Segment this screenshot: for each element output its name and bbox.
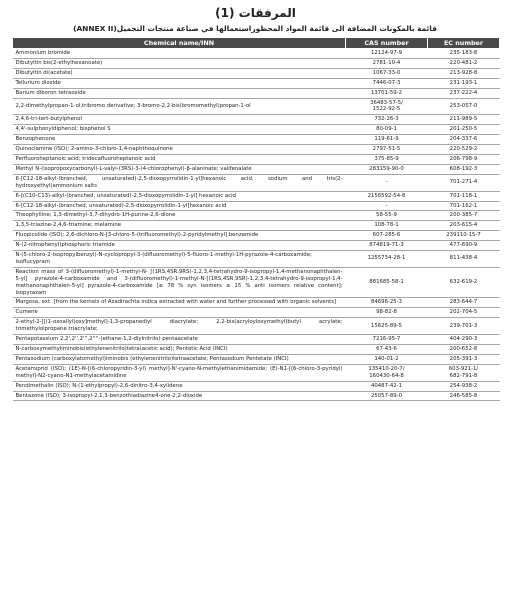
subtitle-arabic: قائمة بالمكونات المضافة الى قائمة المواد المحظوراستعمالها في صناعة منتجات التجميل xyxy=(116,24,437,33)
table-row xyxy=(13,98,500,115)
cas-number-cell: 881685-58-1 xyxy=(346,267,428,298)
table-row xyxy=(13,241,500,251)
cas-number-cell: 12124-97-9 xyxy=(346,49,428,59)
chemical-name-cell: Cumene xyxy=(13,308,346,318)
chemical-name-cell: Fluopicolide (ISO); 2,6-dichloro-N-[3-chloro-5-(trifluoromethyl)-2-pyridylmethyl] benzamide xyxy=(13,231,346,241)
chemical-name-cell: Ammonium bromide xyxy=(13,49,346,59)
ec-number-cell: 220-481-2 xyxy=(428,58,500,68)
chemical-name-cell: 2,4,6-tri-tert-butylphenol xyxy=(13,115,346,125)
ec-number-cell: 235-183-8 xyxy=(428,49,500,59)
cas-number-cell: 119-61-9 xyxy=(346,135,428,145)
table-row xyxy=(13,49,500,59)
subtitle-annex: (ANNEX II) xyxy=(73,24,117,33)
table-row xyxy=(13,164,500,174)
cas-number-cell: 1067-33-0 xyxy=(346,68,428,78)
cas-number-cell: 2781-10-4 xyxy=(346,58,428,68)
cas-number-cell: - xyxy=(346,201,428,211)
cas-number-cell: 80-09-1 xyxy=(346,125,428,135)
cas-number-cell: 58-55-9 xyxy=(346,211,428,221)
cas-number-cell: 140-01-2 xyxy=(346,354,428,364)
ec-number-cell: 603-921-1/ 682-791-8 xyxy=(428,364,500,381)
cas-number-cell: 7446-07-3 xyxy=(346,78,428,88)
chemical-name-cell: N-carboxymethyliminobis(ethylenenitrilo)tetra(acetic acid); Pentetic Acid (INCI) xyxy=(13,345,346,355)
table-row xyxy=(13,267,500,298)
table-row xyxy=(13,145,500,155)
ec-number-cell: 205-391-3 xyxy=(428,354,500,364)
ec-number-cell: 811-438-4 xyxy=(428,251,500,268)
table-row xyxy=(13,68,500,78)
chemical-name-cell: Dibutyltin di(acetate) xyxy=(13,68,346,78)
chemical-name-cell: Barium diboron tetraoxide xyxy=(13,88,346,98)
table-row xyxy=(13,354,500,364)
chemical-name-cell: Pendimethalin (ISO); N-(1-ethylpropyl)-2,6-dinitro-3,4-xylidene xyxy=(13,381,346,391)
chemical-name-cell: Pentapotassium 2,2',2'',2''',2''''-(ethane-1,2-diylnitrilo) pentaacetate xyxy=(13,335,346,345)
cas-number-cell: 2156592-54-8 xyxy=(346,191,428,201)
ec-number-cell: 246-585-8 xyxy=(428,391,500,401)
ec-number-cell: 213-928-8 xyxy=(428,68,500,78)
chemical-name-cell: 6-[(C10-C13)-alkyl-(branched, unsaturated)-2,5-dioxopyrrolidin-1-yl] hexanoic acid xyxy=(13,191,346,201)
table-row xyxy=(13,364,500,381)
ec-number-cell: 632-619-2 xyxy=(428,267,500,298)
header-ec-number: EC number xyxy=(428,38,500,49)
chemical-name-cell: Benzophenone xyxy=(13,135,346,145)
chemical-name-cell: Bentazone (ISO); 3-isopropyl-2,1,3-benzothiadiazine4-one-2,2-dioxide xyxy=(13,391,346,401)
cas-number-cell: 607-285-6 xyxy=(346,231,428,241)
ec-number-cell: 283-644-7 xyxy=(428,298,500,308)
cas-number-cell: 135410-20-7/ 160430-64-8 xyxy=(346,364,428,381)
table-row xyxy=(13,154,500,164)
cas-number-cell: 108-78-1 xyxy=(346,221,428,231)
cas-number-cell: 283159-90-0 xyxy=(346,164,428,174)
table-row xyxy=(13,251,500,268)
table-row xyxy=(13,125,500,135)
cas-number-cell: 84696-25-3 xyxy=(346,298,428,308)
cas-number-cell: 732-26-3 xyxy=(346,115,428,125)
table-body xyxy=(13,49,500,401)
ec-number-cell: 701-162-1 xyxy=(428,201,500,211)
table-row xyxy=(13,381,500,391)
chemical-name-cell: 6-[C12-18-alkyl-(branched, unsaturated)-2,5-dioxopyrrolidin-1-yl]hexanoic acid, sodium and tris(2-hydroxyethyl)ammonium salts xyxy=(13,174,346,191)
cas-number-cell: 874819-71-3 xyxy=(346,241,428,251)
table-row xyxy=(13,298,500,308)
ec-number-cell: 701-271-4 xyxy=(428,174,500,191)
cas-number-cell: 15625-89-5 xyxy=(346,318,428,335)
ec-number-cell: 202-704-5 xyxy=(428,308,500,318)
ec-number-cell: 701-118-1 xyxy=(428,191,500,201)
chemical-name-cell: 6-[C12-18-alkyl-(branched, unsaturated)-2,5-dioxopyrrolidin-1-yl]hexanoic acid xyxy=(13,201,346,211)
table-row xyxy=(13,231,500,241)
chemical-name-cell: 1,3,5-triazine-2,4,6-triamine; melamine xyxy=(13,221,346,231)
cas-number-cell: 1255734-28-1 xyxy=(346,251,428,268)
chemical-name-cell: 2-ethyl-2-[[(1-oxoallyl)oxy]methyl]-1,3-propanediyl diacrylate; 2,2-bis(acryloyloxymethyl)butyl acrylate; trimethylolpropane triacrylate; xyxy=(13,318,346,335)
chemical-name-cell: Methyl N-(isopropoxycarbonyl)-L-valyl-(3RS)-3-(4-chlorophenyl)-β-alaninate; valifenalate xyxy=(13,164,346,174)
cas-number-cell: - xyxy=(346,174,428,191)
table-row xyxy=(13,78,500,88)
substances-table xyxy=(12,37,500,401)
ec-number-cell: 220-529-2 xyxy=(428,145,500,155)
ec-number-cell: 404-290-3 xyxy=(428,335,500,345)
chemical-name-cell: N-(2-nitrophenyl)phosphoric triamide xyxy=(13,241,346,251)
cas-number-cell: 98-82-8 xyxy=(346,308,428,318)
chemical-name-cell: Reaction mass of 3-(difluoromethyl)-1-methyl-N- [(1RS,4SR,9RS)-1,2,3,4-tetrahydro-9-isopropyl-1,4-methanonaphthalen-5-yl] pyrazole-4-carboxamide and 3-(difluoromethyl)-1-methyl-N-[(1RS,4SR,9SR)-1,2,3,4-tetrahydro-9-isopropyl-1,4-methanonaphthalen-5-yl] pyrazole-4-carboxamide [≥ 78 % syn isomers ≤ 15 % anti isomers relative content]; isopyrazam xyxy=(13,267,346,298)
ec-number-cell: 253-057-0 xyxy=(428,98,500,115)
table-row xyxy=(13,174,500,191)
cas-number-cell: 25057-89-0 xyxy=(346,391,428,401)
table-row xyxy=(13,318,500,335)
ec-number-cell: 239110-15-7 xyxy=(428,231,500,241)
table-row xyxy=(13,88,500,98)
table-row xyxy=(13,201,500,211)
header-chemical-name: Chemical name/INN xyxy=(13,38,346,49)
chemical-name-cell: Quinoclamine (ISO); 2-amino-3-chloro-1,4-naphthoquinone xyxy=(13,145,346,155)
ec-number-cell: 239-701-3 xyxy=(428,318,500,335)
ec-number-cell: 200-652-8 xyxy=(428,345,500,355)
table-row xyxy=(13,115,500,125)
chemical-name-cell: Tellurium dioxide xyxy=(13,78,346,88)
chemical-name-cell: Acetamiprid (ISO); (1E)-N-[(6-chloropyridin-3-yl) methyl]-N'-cyano-N-methylethanimidamide; (E)-N1-[(6-chloro-3-pyridyl) methyl]-N2-cyano-N1-methylacetamidine xyxy=(13,364,346,381)
cas-number-cell: 7216-95-7 xyxy=(346,335,428,345)
cas-number-cell: 40487-42-1 xyxy=(346,381,428,391)
cas-number-cell: 13701-59-2 xyxy=(346,88,428,98)
table-row xyxy=(13,345,500,355)
chemical-name-cell: 2,2-dimethylpropan-1-ol,tribromo derivative; 3-bromo-2,2-bis(bromomethyl)propan-1-ol xyxy=(13,98,346,115)
ec-number-cell: 200-385-7 xyxy=(428,211,500,221)
ec-number-cell: 237-222-4 xyxy=(428,88,500,98)
table-row xyxy=(13,58,500,68)
cas-number-cell: 375-85-9 xyxy=(346,154,428,164)
table-header-row xyxy=(13,38,500,49)
chemical-name-cell: Perfluoroheptanoic acid; tridecafluoroheptanoic acid xyxy=(13,154,346,164)
page-title: المرفقات (1) xyxy=(215,6,296,20)
chemical-name-cell: N-(5-chloro-2-isopropylbenzyl)-N-cyclopropyl-3-(difluoromethyl)-5-fluoro-1-methyl-1H-pyrazole-4-carboxamide; isoflucypram xyxy=(13,251,346,268)
header-cas-number: CAS number xyxy=(346,38,428,49)
ec-number-cell: 206-798-9 xyxy=(428,154,500,164)
table-row xyxy=(13,211,500,221)
chemical-name-cell: Theophylline; 1,3-dimethyl-3,7-dihydro-1H-purine-2,6-dione xyxy=(13,211,346,221)
ec-number-cell: 254-938-2 xyxy=(428,381,500,391)
ec-number-cell: 203-615-4 xyxy=(428,221,500,231)
table-row xyxy=(13,335,500,345)
table-row xyxy=(13,221,500,231)
page-subtitle xyxy=(12,24,498,33)
chemical-name-cell: Pentasodium (carboxylatomethyl)iminobis (ethylenenitrilo)tetraacetate; Pentasodium Pentetate (INCI) xyxy=(13,354,346,364)
chemical-name-cell: Dibutyltin bis(2-ethylhexanoate) xyxy=(13,58,346,68)
cas-number-cell: 67-43-6 xyxy=(346,345,428,355)
chemical-name-cell: Margosa, ext. [from the kernels of Azadirachta indica extracted with water and further processed with organic solvents] xyxy=(13,298,346,308)
ec-number-cell: 231-193-1 xyxy=(428,78,500,88)
ec-number-cell: 211-989-5 xyxy=(428,115,500,125)
ec-number-cell: 204-337-6 xyxy=(428,135,500,145)
table-row xyxy=(13,391,500,401)
table-row xyxy=(13,308,500,318)
cas-number-cell: 36483-57-5/ 1522-92-5 xyxy=(346,98,428,115)
ec-number-cell: 608-192-3 xyxy=(428,164,500,174)
chemical-name-cell: 4,4'-sulphonyldiphenol; bisphenol S xyxy=(13,125,346,135)
ec-number-cell: 477-690-9 xyxy=(428,241,500,251)
table-row xyxy=(13,191,500,201)
cas-number-cell: 2797-51-5 xyxy=(346,145,428,155)
ec-number-cell: 201-250-5 xyxy=(428,125,500,135)
table-row xyxy=(13,135,500,145)
